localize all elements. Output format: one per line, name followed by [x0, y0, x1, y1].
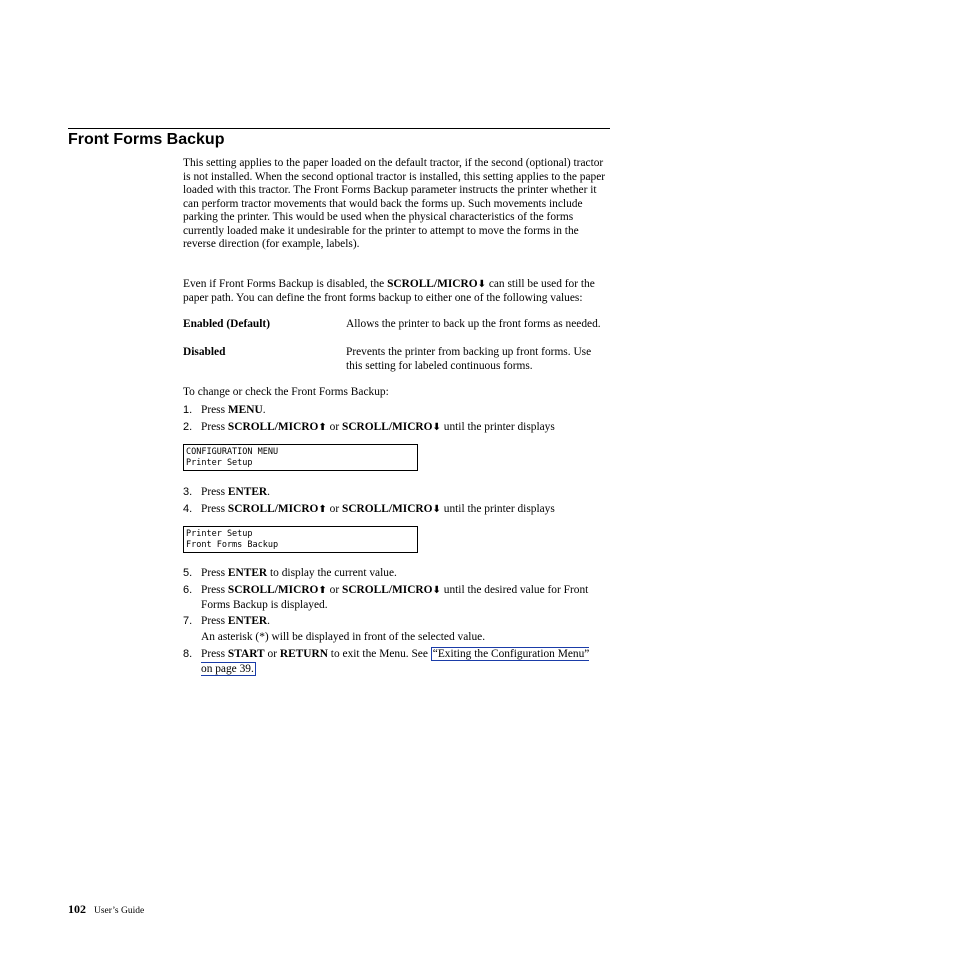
enter-key: ENTER	[227, 567, 268, 579]
display-line: CONFIGURATION MENU	[186, 447, 279, 457]
page-footer	[68, 902, 144, 917]
enter-key: ENTER	[227, 615, 268, 627]
return-key: RETURN	[279, 648, 328, 660]
definition-term: Disabled	[183, 346, 226, 358]
down-arrow-icon: ⬇	[432, 585, 441, 596]
printer-display	[183, 444, 418, 471]
up-arrow-icon: ⬆	[318, 585, 327, 596]
start-key: START	[227, 648, 265, 660]
section-title: Front Forms Backup	[68, 131, 225, 148]
definition-term: Enabled (Default)	[183, 318, 271, 330]
step-number: 6.	[183, 584, 193, 596]
step-number: 7.	[183, 615, 193, 627]
enter-key: ENTER	[227, 486, 268, 498]
step-number: 4.	[183, 503, 193, 515]
exiting-configuration-menu-link[interactable]: “Exiting the Configuration Menu” on page 39.	[201, 648, 590, 675]
scroll-note-before: Even if Front Forms Backup is disabled, the	[183, 278, 388, 290]
up-arrow-icon: ⬆	[318, 504, 327, 515]
definition-desc: Prevents the printer from backing up front forms. Use this setting for labeled continuous forms.	[346, 346, 592, 372]
scroll-note-paragraph	[183, 278, 613, 305]
down-arrow-icon: ⬇	[432, 504, 441, 515]
menu-key: MENU	[227, 404, 263, 416]
display-line: Printer Setup	[186, 529, 253, 539]
step-number: 5.	[183, 567, 193, 579]
step-number: 1.	[183, 404, 193, 416]
steps-intro: To change or check the Front Forms Backup:	[183, 386, 389, 398]
page-number: 102	[68, 902, 86, 916]
up-arrow-icon: ⬆	[318, 422, 327, 433]
scroll-note-after: can still be used for the paper path. You can define the front forms backup to either one of the following values:	[183, 278, 595, 304]
definition-desc: Allows the printer to back up the front forms as needed.	[346, 318, 601, 330]
intro-text: This setting applies to the paper loaded on the default tractor, if the second (optional) tractor is not installed. When the second optional tractor is installed, this setting applies to the paper loaded with this tractor. The Front Forms Backup parameter instructs the printer whether it can perform tractor movements that would back the forms up. Such movements include parking the printer. This would be used when the physical characteristics of the forms currently loaded make it undesirable for the printer to attempt to move the forms in the reverse direction (for example, labels).	[183, 157, 606, 250]
display-line: Printer Setup	[186, 458, 253, 468]
step-number: 2.	[183, 421, 193, 433]
scroll-note-key: SCROLL/MICRO	[387, 278, 478, 290]
down-arrow-icon: ⬇	[477, 279, 486, 290]
display-line: Front Forms Backup	[186, 540, 279, 550]
step-number: 8.	[183, 648, 193, 660]
step-number: 3.	[183, 486, 193, 498]
book-title: User’s Guide	[94, 906, 145, 916]
printer-display	[183, 526, 418, 553]
down-arrow-icon: ⬇	[432, 422, 441, 433]
section-rule	[68, 128, 610, 129]
intro-paragraph	[183, 157, 613, 252]
